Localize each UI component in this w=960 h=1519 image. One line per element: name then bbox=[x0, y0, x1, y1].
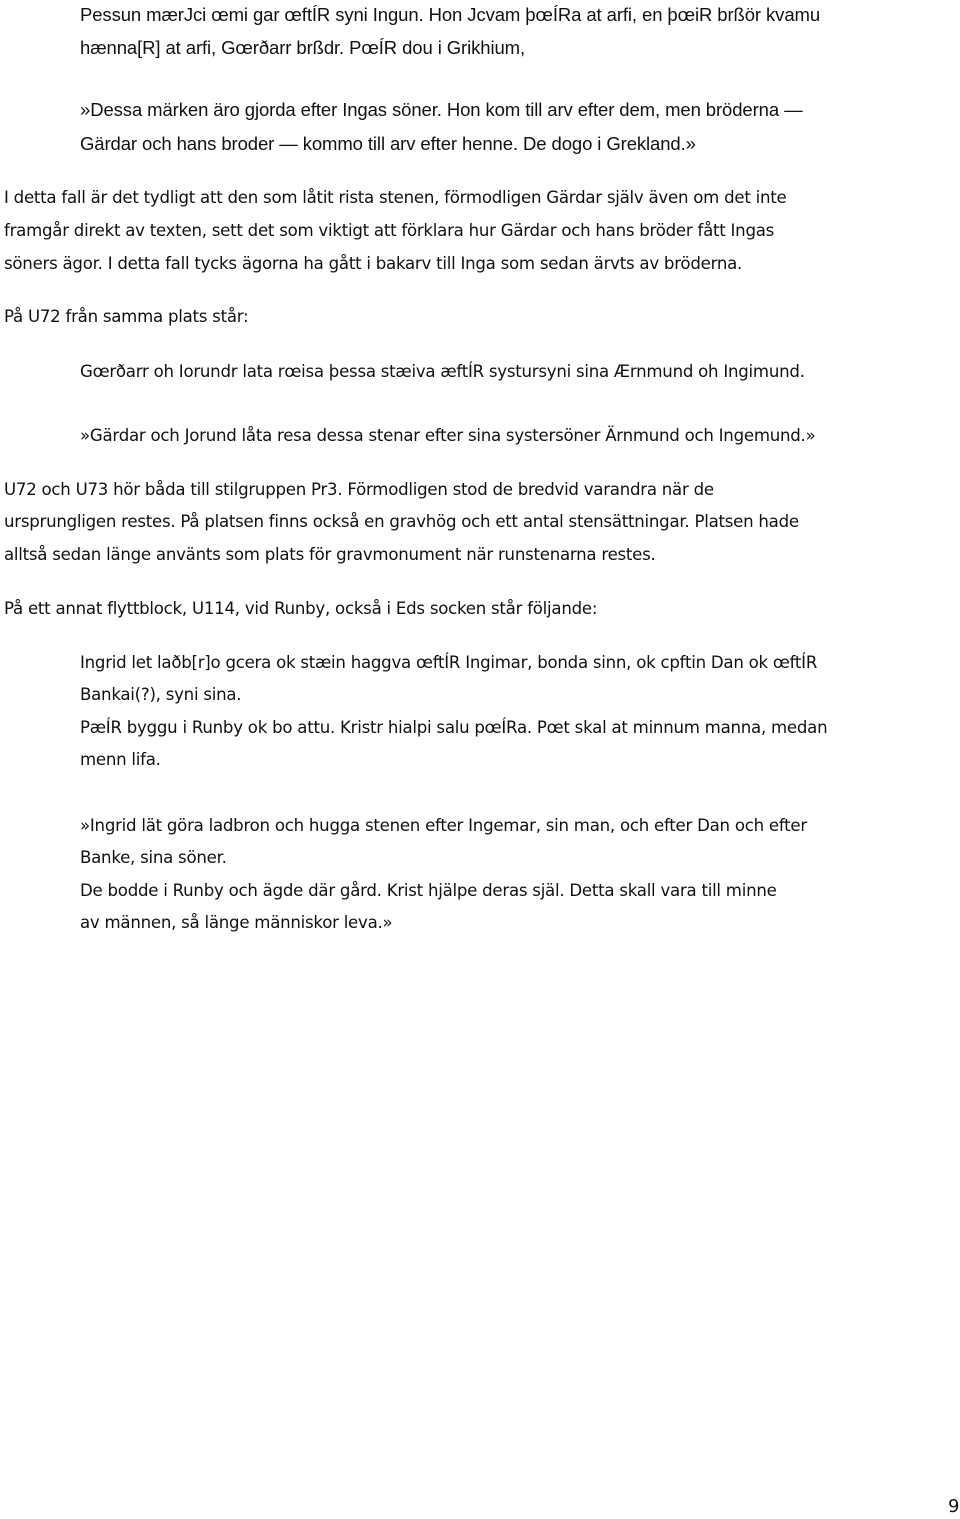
paragraph-4: På ett annat flyttblock, U114, vid Runby, också i Eds socken står följande: bbox=[4, 599, 598, 618]
paragraph-line: I detta fall är det tydligt att den som låtit rista stenen, förmodligen Gärdar själv även om det inte bbox=[4, 188, 787, 207]
paragraph-2: På U72 från samma plats står: bbox=[4, 307, 249, 326]
quote-line: PæÍR byggu i Runby ok bo attu. Kristr hialpi salu pœÍRa. Pœt skal at minnum manna, medan bbox=[80, 718, 828, 737]
paragraph-line: ursprungligen restes. På platsen finns också en gravhög och ett antal stensättningar. Platsen hade bbox=[4, 512, 799, 531]
paragraph-line: söners ägor. I detta fall tycks ägorna ha gått i bakarv till Inga som sedan ärvts av bröderna. bbox=[4, 254, 743, 273]
paragraph-line: alltså sedan länge använts som plats för gravmonument när runstenarna restes. bbox=[4, 545, 656, 564]
paragraph-line: framgår direkt av texten, sett det som viktigt att förklara hur Gärdar och hans bröder fått Ingas bbox=[4, 221, 775, 240]
quote-line: »Ingrid lät göra ladbron och hugga stenen efter Ingemar, sin man, och efter Dan och efter bbox=[80, 816, 807, 835]
quote-line: av männen, så länge människor leva.» bbox=[80, 913, 393, 932]
paragraph-line: U72 och U73 hör båda till stilgruppen Pr3. Förmodligen stod de bredvid varandra när de bbox=[4, 480, 714, 499]
quote-line: De bodde i Runby och ägde där gård. Krist hjälpe deras själ. Detta skall vara till minne bbox=[80, 881, 777, 900]
quote-line: Pessun mærJci œmi gar œftÍR syni Ingun. Hon Jcvam þœÍRa at arfi, en þœiR brßör kvamu bbox=[80, 4, 821, 25]
quote-line: Gärdar och hans broder — kommo till arv efter henne. De dogo i Grekland.» bbox=[80, 133, 696, 154]
quote-line: Banke, sina söner. bbox=[80, 848, 227, 867]
quote-line: Ingrid let laðb[r]o gcera ok stæin haggva œftÍR Ingimar, bonda sinn, ok cpftin Dan ok œftÍR bbox=[80, 653, 818, 672]
page-number: 9 bbox=[948, 1496, 960, 1517]
quote-line: Bankai(?), syni sina. bbox=[80, 685, 242, 704]
quote-u72-swedish: »Gärdar och Jorund låta resa dessa stenar efter sina systersöner Ärnmund och Ingemund.» bbox=[80, 426, 816, 445]
quote-line: hænna[R] at arfi, Gœrðarr brßdr. PœÍR dou i Grikhium, bbox=[80, 37, 525, 58]
quote-line: »Dessa märken äro gjorda efter Ingas söner. Hon kom till arv efter dem, men bröderna — bbox=[80, 99, 803, 120]
quote-line: menn lifa. bbox=[80, 750, 161, 769]
quote-u72-norse: Gœrðarr oh Iorundr lata rœisa þessa stæiva æftÍR systursyni sina Ærnmund oh Ingimund. bbox=[80, 362, 805, 381]
